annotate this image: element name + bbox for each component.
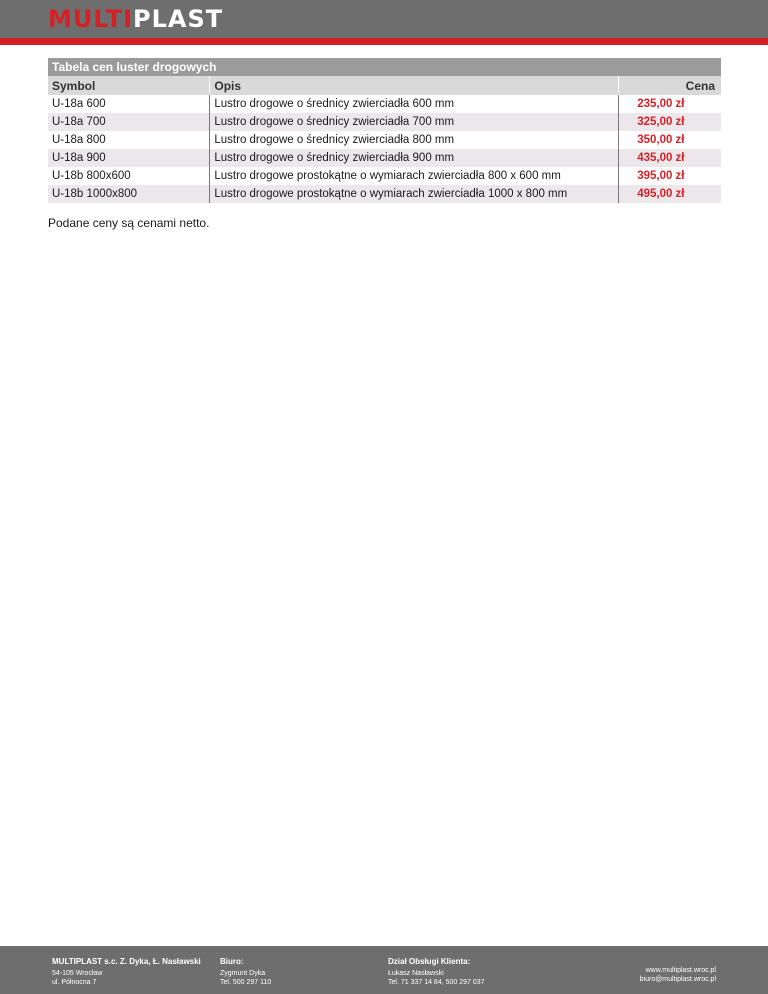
net-prices-note: Podane ceny są cenami netto. xyxy=(48,216,210,230)
cell-opis: Lustro drogowe o średnicy zwierciadła 700 mm xyxy=(210,113,619,131)
footer-support-name: Łukasz Nasławski xyxy=(388,970,444,977)
multiplast-logo xyxy=(48,6,223,32)
cell-opis: Lustro drogowe o średnicy zwierciadła 900 mm xyxy=(210,149,619,167)
cell-symbol: U-18a 600 xyxy=(48,95,210,113)
column-header-opis: Opis xyxy=(210,76,619,95)
table-row xyxy=(48,113,721,131)
cell-opis: Lustro drogowe prostokątne o wymiarach zwierciadła 800 x 600 mm xyxy=(210,167,619,185)
footer-company-street: ul. Północna 7 xyxy=(52,979,97,986)
table-row xyxy=(48,167,721,185)
cell-symbol: U-18a 800 xyxy=(48,131,210,149)
column-header-cena: Cena xyxy=(619,76,721,95)
footer-office-name: Zygmunt Dyka xyxy=(220,970,266,977)
footer-email-link[interactable]: biuro@multiplast.wroc.pl xyxy=(639,976,716,983)
cell-cena: 325,00 zł xyxy=(619,113,721,131)
table-row xyxy=(48,149,721,167)
logo-multi-text: MULTI xyxy=(48,5,133,33)
cell-symbol: U-18a 900 xyxy=(48,149,210,167)
footer-website-link[interactable]: www.multiplast.wroc.pl xyxy=(645,967,716,974)
table-header-row xyxy=(48,76,721,95)
footer-company-title: MULTIPLAST s.c. Z. Dyka, Ł. Nasławski xyxy=(52,957,201,966)
header-red-stripe xyxy=(0,38,768,45)
cell-cena: 350,00 zł xyxy=(619,131,721,149)
footer-office-title: Biuro: xyxy=(220,957,244,966)
footer-web xyxy=(640,966,716,984)
footer-support-title: Dział Obsługi Klienta: xyxy=(388,957,471,966)
footer-bar xyxy=(0,946,768,994)
cell-opis: Lustro drogowe o średnicy zwierciadła 600 mm xyxy=(210,95,619,113)
logo-plast-text: PLAST xyxy=(133,5,224,33)
table-row xyxy=(48,95,721,113)
table-row xyxy=(48,185,721,203)
cell-opis: Lustro drogowe prostokątne o wymiarach zwierciadła 1000 x 800 mm xyxy=(210,185,619,203)
footer-office-phone: Tel. 500 297 110 xyxy=(220,979,272,986)
footer-office xyxy=(220,956,271,987)
cell-symbol: U-18b 1000x800 xyxy=(48,185,210,203)
cell-cena: 235,00 zł xyxy=(619,95,721,113)
cell-cena: 495,00 zł xyxy=(619,185,721,203)
cell-opis: Lustro drogowe o średnicy zwierciadła 800 mm xyxy=(210,131,619,149)
footer-company-postcode: 54-105 Wrocław xyxy=(52,970,103,977)
table-row xyxy=(48,131,721,149)
table-caption: Tabela cen luster drogowych xyxy=(48,58,721,76)
cell-cena: 435,00 zł xyxy=(619,149,721,167)
table-caption-row xyxy=(48,58,721,76)
footer-support xyxy=(388,956,485,987)
cell-symbol: U-18b 800x600 xyxy=(48,167,210,185)
cell-symbol: U-18a 700 xyxy=(48,113,210,131)
cell-cena: 395,00 zł xyxy=(619,167,721,185)
header-bar xyxy=(0,0,768,38)
footer-support-phone: Tel. 71 337 14 84, 500 297 037 xyxy=(388,979,485,986)
column-header-symbol: Symbol xyxy=(48,76,210,95)
footer-company xyxy=(52,956,201,987)
price-table xyxy=(48,58,721,203)
